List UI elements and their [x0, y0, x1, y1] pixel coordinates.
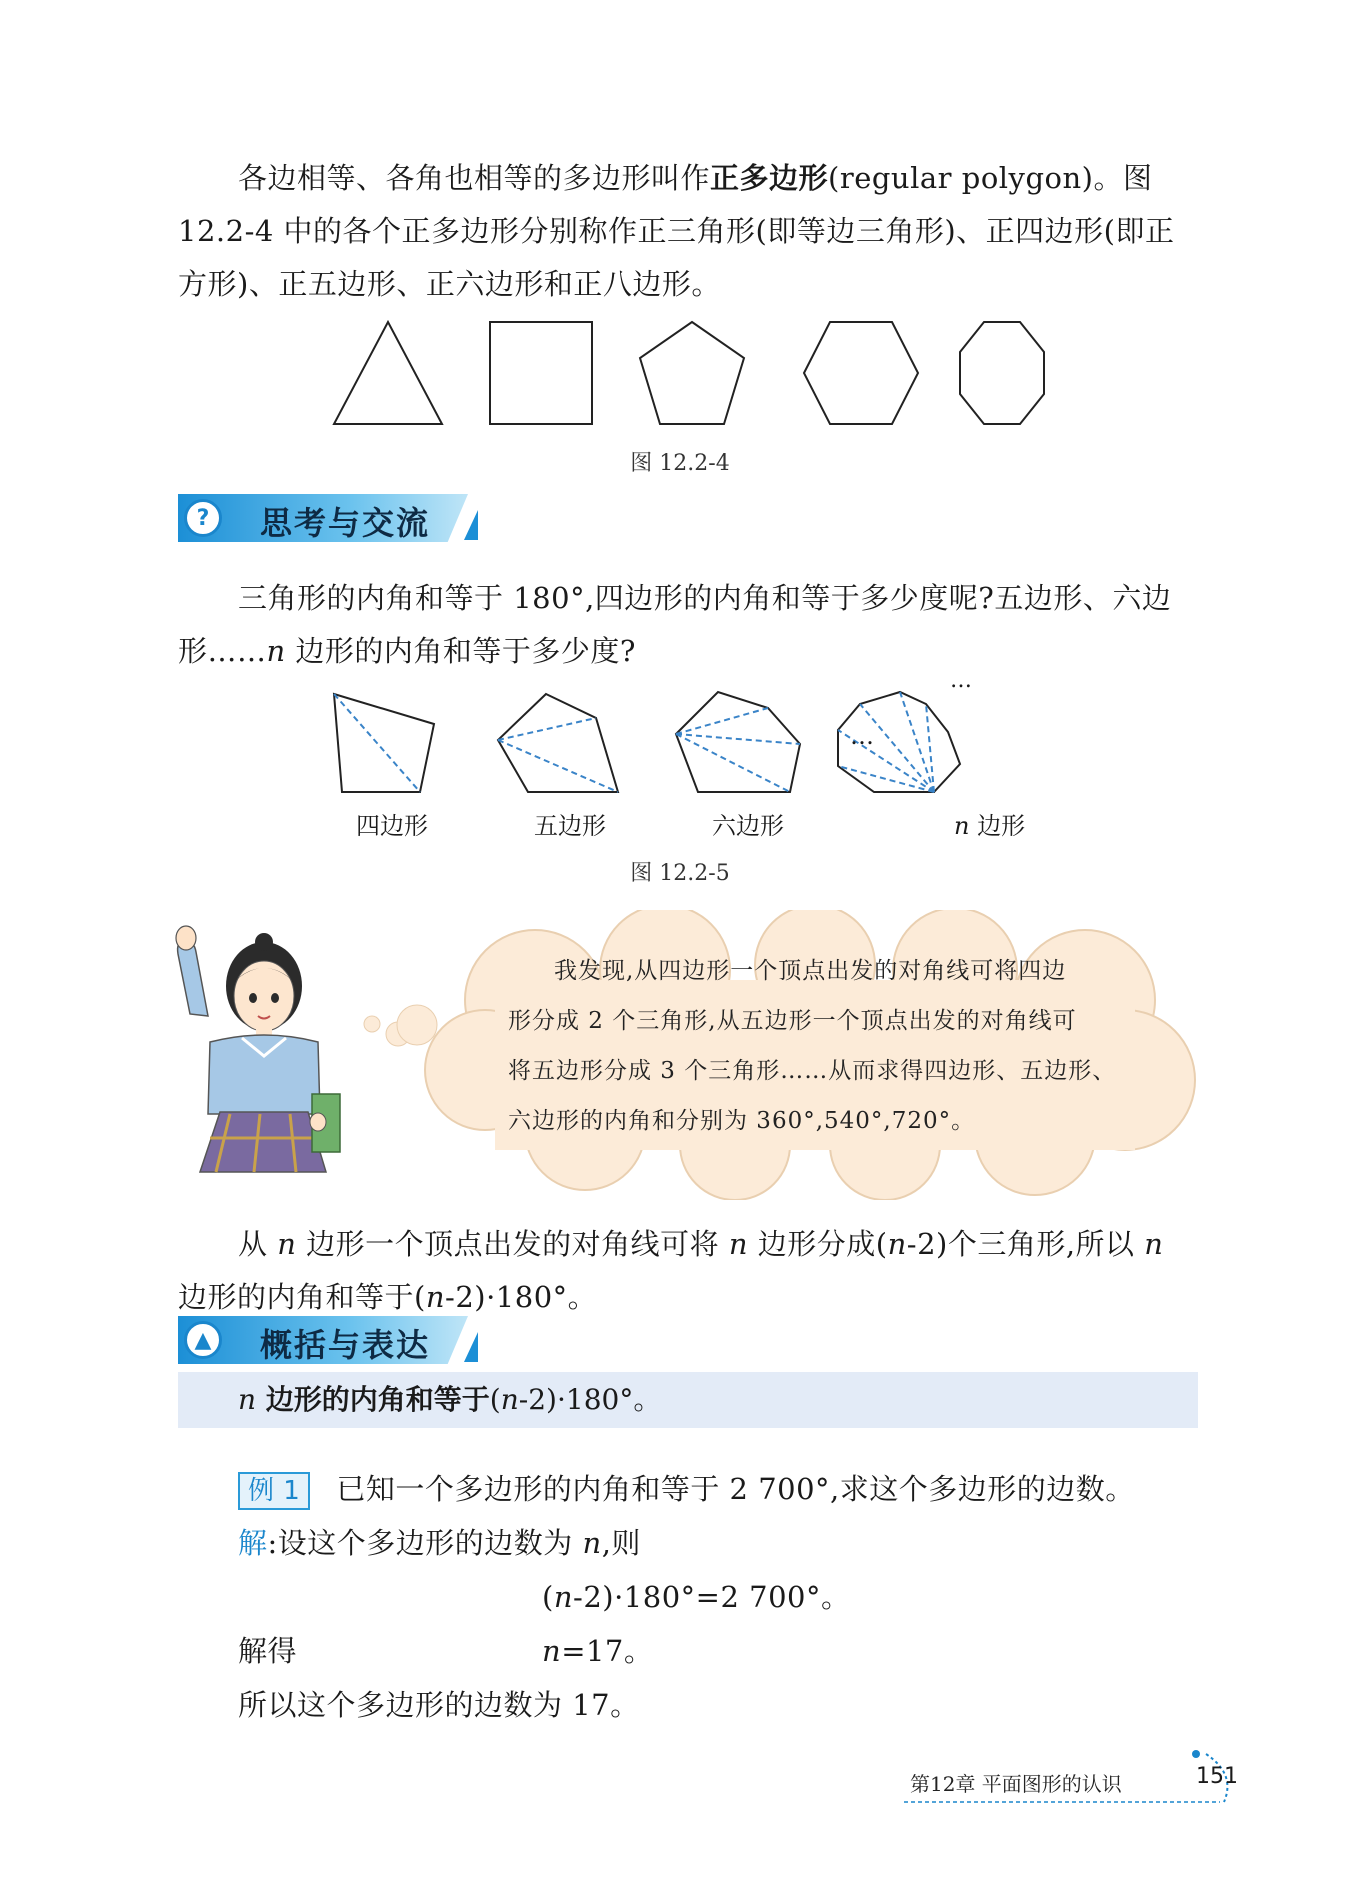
triangle-shape	[334, 322, 442, 424]
student-illustration	[150, 924, 430, 1174]
cloud-line: 将五边形分成 3 个三角形……从而求得四边形、五边形、	[508, 1058, 1117, 1084]
var-n: n	[277, 1227, 297, 1261]
diagonal-line	[498, 740, 618, 792]
fig-12-2-4-caption: 图 12.2-4	[630, 451, 730, 476]
term-regular-polygon: 正多边形	[710, 161, 829, 195]
summary-box	[178, 1372, 1198, 1428]
equation-text: =17。	[561, 1634, 654, 1668]
conclusion-paragraph	[178, 1218, 1198, 1324]
conclusion-text: 边形一个顶点出发的对角线可将	[296, 1227, 729, 1261]
label-pentagon: 五边形	[534, 812, 606, 840]
cloud-text	[508, 946, 1148, 1146]
solution-text: ,则	[601, 1526, 641, 1560]
label-hexagon: 六边形	[712, 812, 784, 840]
var-n: n	[1144, 1227, 1164, 1261]
ngon-top-ellipsis: …	[950, 668, 972, 693]
conclusion-text: 从	[238, 1227, 278, 1261]
example-block	[178, 1462, 1198, 1732]
page-number: 151	[1196, 1764, 1238, 1789]
regular-polygons-figure	[330, 318, 1050, 430]
chapter-title: 第12章 平面图形的认识	[910, 1772, 1122, 1796]
intro-text-a: 各边相等、各角也相等的多边形叫作	[238, 161, 711, 195]
var-n: n	[887, 1227, 907, 1261]
label-ngon-text: 边形	[969, 812, 1026, 840]
intro-text-b: (regular polygon)。图 12.2-4 中的各个正多边形分别称作正三角形(即等边三角形)、正四边形(即正方形)、正五边形、正六边形和正八边形。	[178, 161, 1175, 301]
intro-paragraph	[178, 152, 1198, 311]
example-label: 例 1	[238, 1472, 310, 1510]
diagonals-figure	[320, 680, 1060, 800]
octagon-shape	[960, 322, 1044, 424]
question-text-b: 边形的内角和等于多少度?	[285, 634, 636, 668]
question-cycle-icon: ?	[184, 499, 222, 537]
diagonal-line	[838, 766, 934, 792]
question-text-a: 三角形的内角和等于 180°,四边形的内角和等于多少度呢?五边形、六边形……	[178, 581, 1172, 668]
pentagon-shape	[640, 322, 744, 424]
tab-corner-decoration	[464, 510, 478, 540]
diagonal-line	[676, 734, 790, 792]
hexagon-shape	[804, 322, 918, 424]
example-text: 已知一个多边形的内角和等于 2 700°,求这个多边形的边数。	[336, 1472, 1135, 1506]
cloud-line: 我发现,从四边形一个顶点出发的对角线可将四边	[554, 958, 1067, 984]
conclusion-text: 边形分成(	[748, 1227, 888, 1261]
section-title: 概括与表达	[260, 1326, 431, 1364]
summary-text: -2)·180°。	[518, 1383, 662, 1416]
var-n: n	[542, 1634, 562, 1668]
conclusion-text: -2)个三角形,所以	[906, 1227, 1145, 1261]
var-n: n	[728, 1227, 749, 1261]
section-summary-header	[178, 1316, 478, 1368]
var-n: n	[954, 812, 970, 840]
solution-label: 解	[238, 1526, 268, 1560]
label-quadrilateral: 四边形	[356, 812, 428, 840]
summary-text: 边形的内角和等于	[256, 1383, 490, 1416]
var-n: n	[266, 634, 286, 668]
section-think-discuss-header	[178, 494, 478, 546]
flame-icon: ▲	[184, 1321, 222, 1359]
summary-text: (	[489, 1383, 501, 1416]
var-n: n	[582, 1526, 602, 1560]
square-shape	[490, 322, 592, 424]
section-title: 思考与交流	[260, 504, 431, 542]
var-n: n	[500, 1383, 519, 1416]
var-n: n	[238, 1383, 257, 1416]
label-ngon	[954, 806, 1025, 841]
answer-text: 所以这个多边形的边数为 17。	[238, 1688, 640, 1722]
var-n: n	[553, 1580, 574, 1614]
cloud-line: 形分成 2 个三角形,从五边形一个顶点出发的对角线可	[508, 1008, 1077, 1034]
fig-12-2-5-caption: 图 12.2-5	[630, 861, 730, 886]
var-n: n	[425, 1280, 446, 1314]
pentagon-diag-shape	[498, 694, 618, 792]
quadrilateral-shape	[334, 694, 434, 792]
solved-label: 解得	[238, 1634, 298, 1668]
question-paragraph	[178, 572, 1198, 678]
solution-text: :设这个多边形的边数为	[267, 1526, 583, 1560]
diagonal-line	[498, 718, 596, 740]
figure-ellipsis: …	[850, 722, 874, 750]
diagonal-line	[334, 694, 420, 792]
cloud-line: 六边形的内角和分别为 360°,540°,720°。	[508, 1108, 976, 1134]
equation-text: -2)·180°=2 700°。	[573, 1580, 851, 1614]
tab-corner-decoration	[464, 1332, 478, 1362]
conclusion-text: -2)·180°。	[445, 1280, 598, 1314]
conclusion-text: 边形的内角和等于(	[178, 1280, 426, 1314]
equation-text: (	[542, 1580, 554, 1614]
